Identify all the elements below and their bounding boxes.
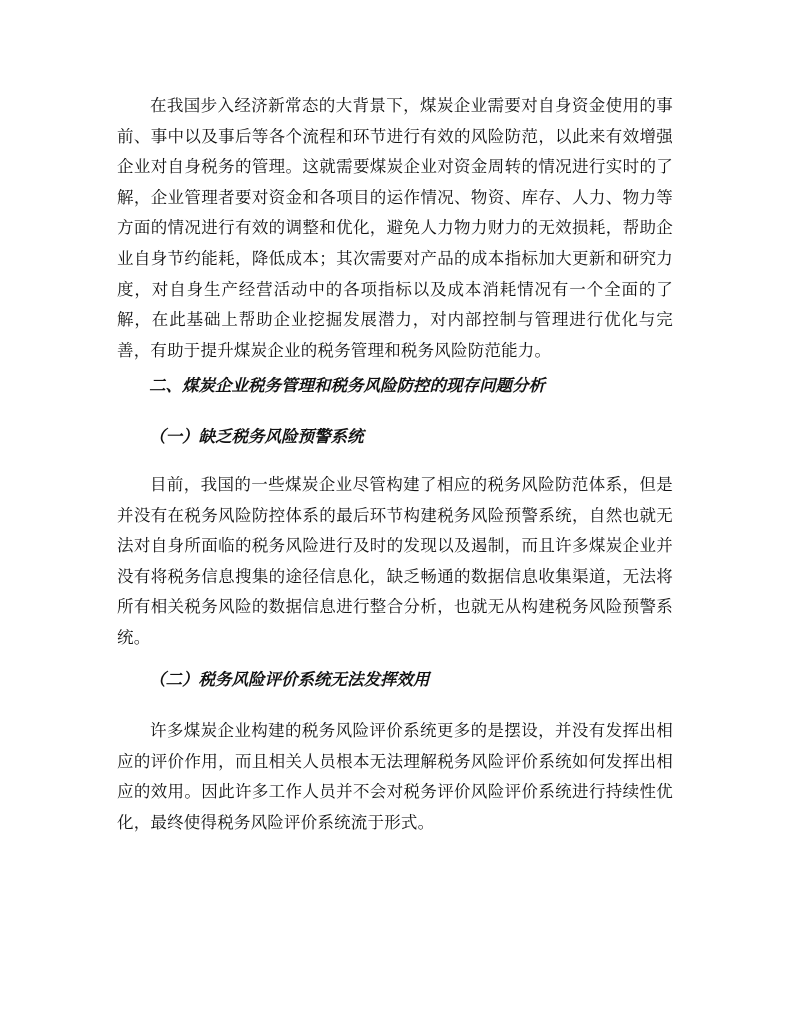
section-heading: 二、煤炭企业税务管理和税务风险防控的现存问题分析 <box>149 376 545 395</box>
paragraph-intro: 在我国步入经济新常态的大背景下，煤炭企业需要对自身资金使用的事前、事中以及事后等各个流程和环节进行有效的风险防范，以此来有效增强企业对自身税务的管理。这就需要煤炭企业对资金周转的情况进行实时的了解，企业管理者要对资金和各项目的运作情况、物资、库存、人力、物力等方面的情况进行有效的调整和优化，避免人力物力财力的无效损耗，帮助企业自身节约能耗，降低成本；其次需要对产品的成本指标加大更新和研究力度，对自身生产经营活动中的各项指标以及成本消耗情况有一个全面的了解，在此基础上帮助企业挖掘发展潜力，对内部控制与管理进行优化与完善，有助于提升煤炭企业的税务管理和税务风险防范能力。 <box>117 96 673 360</box>
paragraph-evaluation-system: 许多煤炭企业构建的税务风险评价系统更多的是摆设，并没有发挥出相应的评价作用，而且相关人员根本无法理解税务风险评价系统如何发挥出相应的效用。因此许多工作人员并不会对税务评价风险评价系统进行持续性优化，最终使得税务风险评价系统流于形式。 <box>117 721 673 832</box>
paragraph-warning-system: 目前，我国的一些煤炭企业尽管构建了相应的税务风险防范体系，但是并没有在税务风险防控体系的最后环节构建税务风险预警系统，自然也就无法对自身所面临的税务风险进行及时的发现以及遏制，而且许多煤炭企业并没有将税务信息搜集的途径信息化，缺乏畅通的数据信息收集渠道，无法将所有相关税务风险的数据信息进行整合分析，也就无从构建税务风险预警系统。 <box>117 475 673 647</box>
subheading-warning-system: （一）缺乏税务风险预警系统 <box>149 427 364 446</box>
subheading-evaluation-system: （二）税务风险评价系统无法发挥效用 <box>149 670 430 689</box>
